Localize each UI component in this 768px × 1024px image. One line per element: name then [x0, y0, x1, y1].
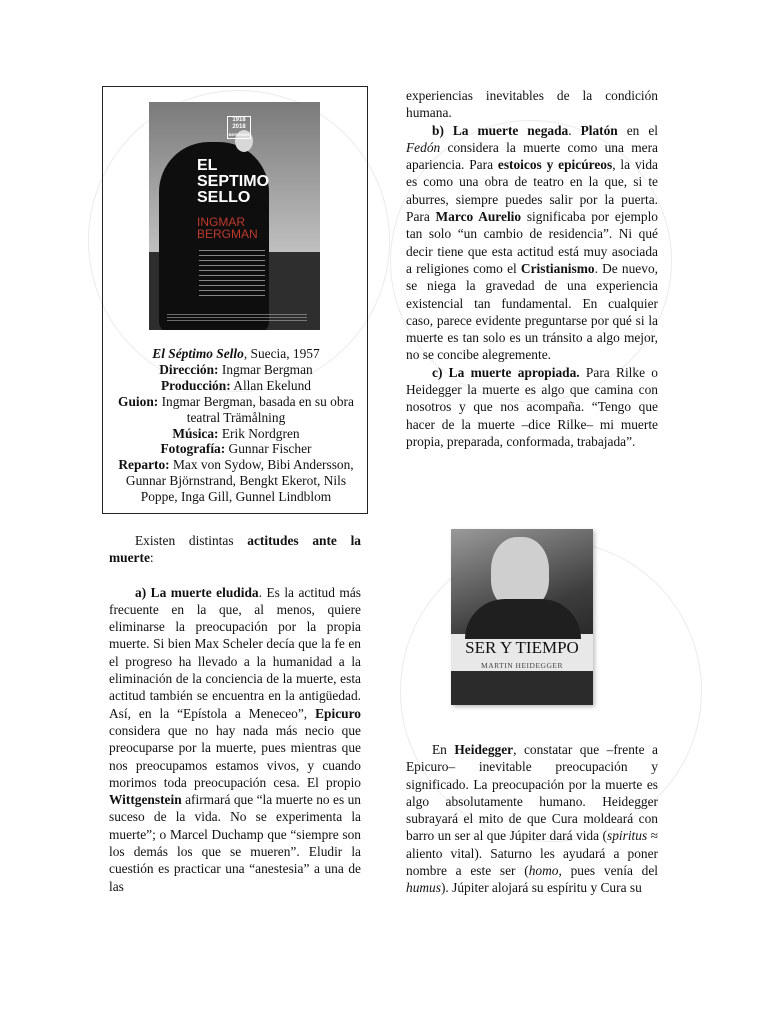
heidegger-text-4: , pues venía del — [558, 863, 658, 879]
caption-photo-value: Gunnar Fischer — [225, 441, 312, 457]
heidegger-text-3: ≈ aliento vital). Saturno les ayudará a poner nombre a este ser ( — [406, 828, 658, 879]
paragraph-b — [406, 122, 658, 364]
caption-cast-label: Reparto: — [118, 457, 170, 473]
poster-title-line1: EL — [197, 157, 218, 174]
caption-script — [109, 394, 363, 426]
intro-text-a: Existen distintas — [135, 533, 248, 548]
paragraph-a-epicuro: Epicuro — [315, 705, 361, 721]
poster-title-line2: SEPTIMO — [197, 173, 270, 190]
film-poster-image — [149, 102, 320, 330]
caption-music-label: Música: — [172, 425, 219, 441]
caption-script-value: Ingmar Bergman, basada en su obra teatral Trämålning — [158, 393, 354, 425]
paragraph-a — [109, 584, 361, 895]
film-figure-box — [102, 86, 368, 514]
intro-paragraph — [109, 532, 361, 567]
intro-text-b: actitudes ante la muerte — [109, 533, 362, 566]
paragraph-b-text-2: considera la muerte como una mera apariencia. Para — [406, 139, 658, 173]
caption-production-label: Producción: — [160, 377, 231, 393]
caption-photo — [109, 441, 363, 457]
caption-direction-label: Dirección: — [159, 361, 219, 377]
caption-photo-label: Fotografía: — [160, 441, 226, 457]
paragraph-c — [406, 364, 658, 450]
caption-title-line — [109, 346, 363, 362]
paragraph-c-text: Para Rilke o Heidegger la muerte es algo que camina con nosotros y que nos acompaña. “Tengo que hacer de la muerte –dice Rilke– mi muerte propia, preparada, conformada, trabajada”. — [406, 364, 658, 449]
caption-direction — [109, 362, 363, 378]
poster-cast-list — [199, 250, 265, 300]
heidegger-text-1: En — [432, 742, 455, 757]
paragraph-b-cristianismo: Cristianismo — [520, 260, 595, 276]
paragraph-b-platon: Platón — [580, 122, 618, 138]
right-text-column-bottom — [406, 741, 658, 897]
paragraph-a-wittgenstein: Wittgenstein — [109, 792, 182, 808]
heidegger-text-5: ). Júpiter alojará su espíritu y Cura su — [440, 880, 642, 896]
caption-production — [109, 378, 363, 394]
paragraph-a-text-3: afirmará que “la muerte no es un suceso de la vida. No se experimenta la muerte”; o Marcel Duchamp que “siempre son los demás los que se mueren”. Eludir la cuestión es practicar una “anestesia” a una de las — [109, 792, 361, 894]
heidegger-text-2: , constatar que –frente a Epicuro– inevitable preocupación y significado. La preocupación por la muerte es algo absolutamente humano. Heidegger subrayará el mito de que Cura moldeará con barro un ser al que Júpiter dará vida ( — [406, 742, 658, 844]
paragraph-b-text-1: en el — [617, 122, 658, 138]
poster-director — [197, 216, 287, 240]
poster-director-line1: INGMAR — [197, 215, 245, 229]
book-author: MARTIN HEIDEGGER — [481, 661, 563, 670]
poster-year-label: BERGMAN — [228, 132, 250, 137]
paragraph-a-text-2: considera que no hay nada más necio que preocuparse por la muerte, pues mientras que nos preocupamos estamos vivos, y cuando morimos toda preocupación cesa. El propio — [109, 722, 361, 790]
paragraph-b-heading: b) La muerte negada — [432, 122, 569, 138]
caption-direction-value: Ingmar Bergman — [218, 361, 313, 377]
poster-title-line3: SELLO — [197, 189, 251, 206]
paragraph-b-estoicos: estoicos y epicúreos — [497, 157, 613, 173]
poster-year-badge — [227, 116, 251, 139]
left-text-column — [109, 532, 361, 895]
caption-music-value: Erik Nordgren — [218, 425, 300, 441]
book-photo-body — [465, 599, 581, 639]
caption-production-value: Allan Ekelund — [230, 377, 312, 393]
poster-credits — [167, 314, 307, 322]
heidegger-humus: humus — [406, 880, 441, 896]
poster-year-bottom: 2018 — [232, 124, 246, 130]
caption-film-info: , Suecia, 1957 — [243, 346, 320, 361]
poster-title — [197, 158, 277, 206]
intro-text-c: : — [149, 550, 154, 566]
paragraph-b-text-3: , la vida es como una obra de teatro en la que, si te aburres, siempre puedes salir por la puerta. Para — [406, 157, 659, 225]
paragraph-b-fedon: Fedón — [406, 139, 441, 155]
caption-film-title: El Séptimo Sello — [152, 346, 244, 361]
paragraph-heidegger — [406, 741, 658, 897]
heidegger-homo: homo — [528, 863, 559, 879]
paragraph-c-heading: c) La muerte apropiada. — [432, 364, 580, 380]
film-caption — [109, 346, 363, 505]
caption-cast — [109, 457, 363, 505]
right-text-column-top — [406, 87, 658, 450]
paragraph-b-marco: Marco Aurelio — [435, 209, 522, 225]
paragraph-b-dot: . — [568, 122, 581, 138]
heidegger-name: Heidegger — [454, 742, 514, 757]
paragraph-a-heading: a) La muerte eludida — [135, 584, 259, 600]
caption-music — [109, 426, 363, 442]
caption-script-label: Guion: — [118, 393, 159, 409]
paragraph-b-text-5: . De nuevo, se niega la gravedad de una experiencia existencial tan fundamental. En cualquier caso, parece evidente preguntarse por qué si la muerte es tan solo es un tránsito a algo mejor, no se concibe alegremente. — [406, 260, 658, 363]
heidegger-spiritus: spiritus — [606, 828, 648, 844]
poster-year-top: 1918 — [232, 117, 246, 123]
book-title: SER Y TIEMPO — [465, 638, 579, 657]
poster-director-line2: BERGMAN — [197, 227, 258, 241]
paragraph-continuation: experiencias inevitables de la condición humana. — [406, 88, 658, 121]
paragraph-a-text-1: . Es la actitud más frecuente en la que, al menos, quiere eliminarse la preocupación por la propia muerte. Si bien Max Scheler decía que la fe en el progreso ha llevado a la humanidad a la eliminación de la conciencia de la muerte, esta actitud también se encuentra en la antigüedad. Así, en la “Epístola a Meneceo”, — [109, 584, 361, 721]
caption-cast-value: Max von Sydow, Bibi Andersson, Gunnar Björnstrand, Bengkt Ekerot, Nils Poppe, Inga Gill, Gunnel Lindblom — [125, 457, 354, 505]
paragraph-b-text-4: significaba por ejemplo tan solo “un cambio de residencia”. Ni qué decir tiene que esta actitud está muy asociada a religiones como el — [406, 209, 658, 276]
book-bottom-photo — [451, 671, 593, 705]
book-cover-image — [451, 529, 593, 705]
